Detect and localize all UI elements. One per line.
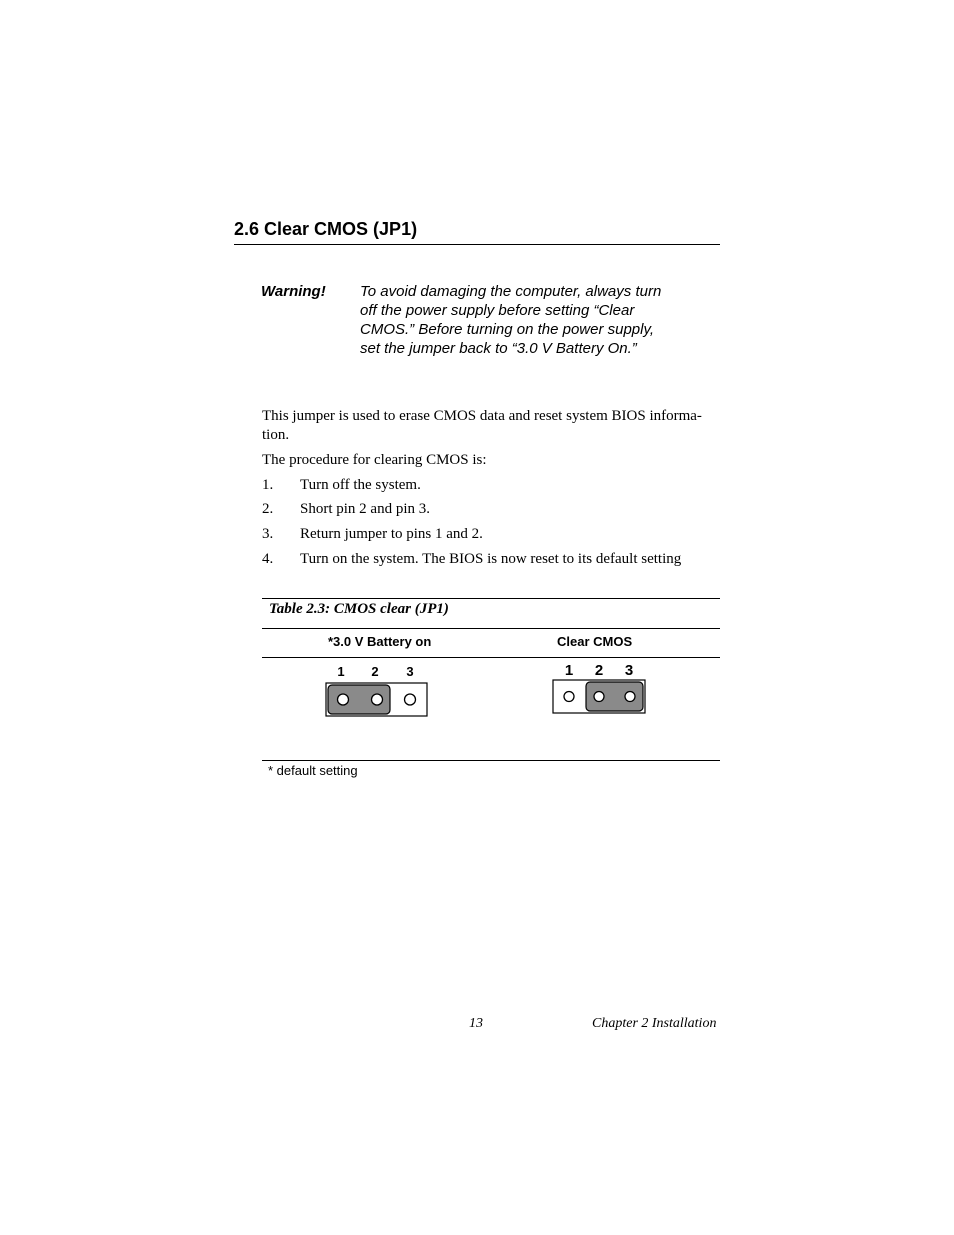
jumper-diagram-default <box>325 682 429 718</box>
pin-2 <box>372 694 383 705</box>
table-caption: Table 2.3: CMOS clear (JP1) <box>269 601 449 617</box>
warning-line: off the power supply before setting “Clear <box>360 302 635 319</box>
page-number: 13 <box>469 1016 483 1031</box>
pin-3 <box>405 694 416 705</box>
column-header-battery-on: *3.0 V Battery on <box>328 634 432 649</box>
table-body-rule <box>262 657 720 658</box>
pin-2 <box>594 692 604 702</box>
intro-paragraph <box>262 407 702 445</box>
pin-1 <box>564 692 574 702</box>
pin-label: 2 <box>594 662 604 679</box>
pin-label: 1 <box>337 664 345 679</box>
pin-label: 2 <box>371 664 379 679</box>
section-heading <box>234 218 720 245</box>
warning-line: set the jumper back to “3.0 V Battery On.” <box>360 340 637 357</box>
step-text: Turn on the system. The BIOS is now reset to its default setting <box>300 551 682 567</box>
step-number: 1. <box>262 477 274 493</box>
step-number: 3. <box>262 526 274 542</box>
jumper-diagram-clear <box>552 679 647 715</box>
step-text: Return jumper to pins 1 and 2. <box>300 526 483 542</box>
pin-label: 3 <box>624 662 634 679</box>
pin-3 <box>625 692 635 702</box>
pin-label: 1 <box>564 662 574 679</box>
warning-line: To avoid damaging the computer, always turn <box>360 283 662 300</box>
step-number: 4. <box>262 551 274 567</box>
intro-line: This jumper is used to erase CMOS data and reset system BIOS informa- <box>262 408 702 424</box>
chapter-label: Chapter 2 Installation <box>592 1016 717 1031</box>
column-header-clear-cmos: Clear CMOS <box>557 634 633 649</box>
table-bottom-rule <box>262 760 720 761</box>
table-top-rule <box>262 598 720 599</box>
table-footnote: * default setting <box>268 763 358 778</box>
pin-label: 3 <box>406 664 414 679</box>
table-header-rule <box>262 628 720 629</box>
section-title: 2.6 Clear CMOS (JP1) <box>234 219 418 239</box>
step-text: Short pin 2 and pin 3. <box>300 501 430 517</box>
intro-line: tion. <box>262 427 290 443</box>
procedure-intro: The procedure for clearing CMOS is: <box>262 452 487 468</box>
warning-text <box>360 282 690 358</box>
step-text: Turn off the system. <box>300 477 421 493</box>
step-number: 2. <box>262 501 274 517</box>
warning-label: Warning! <box>261 283 326 300</box>
pin-1 <box>338 694 349 705</box>
warning-line: CMOS.” Before turning on the power supply, <box>360 321 655 338</box>
